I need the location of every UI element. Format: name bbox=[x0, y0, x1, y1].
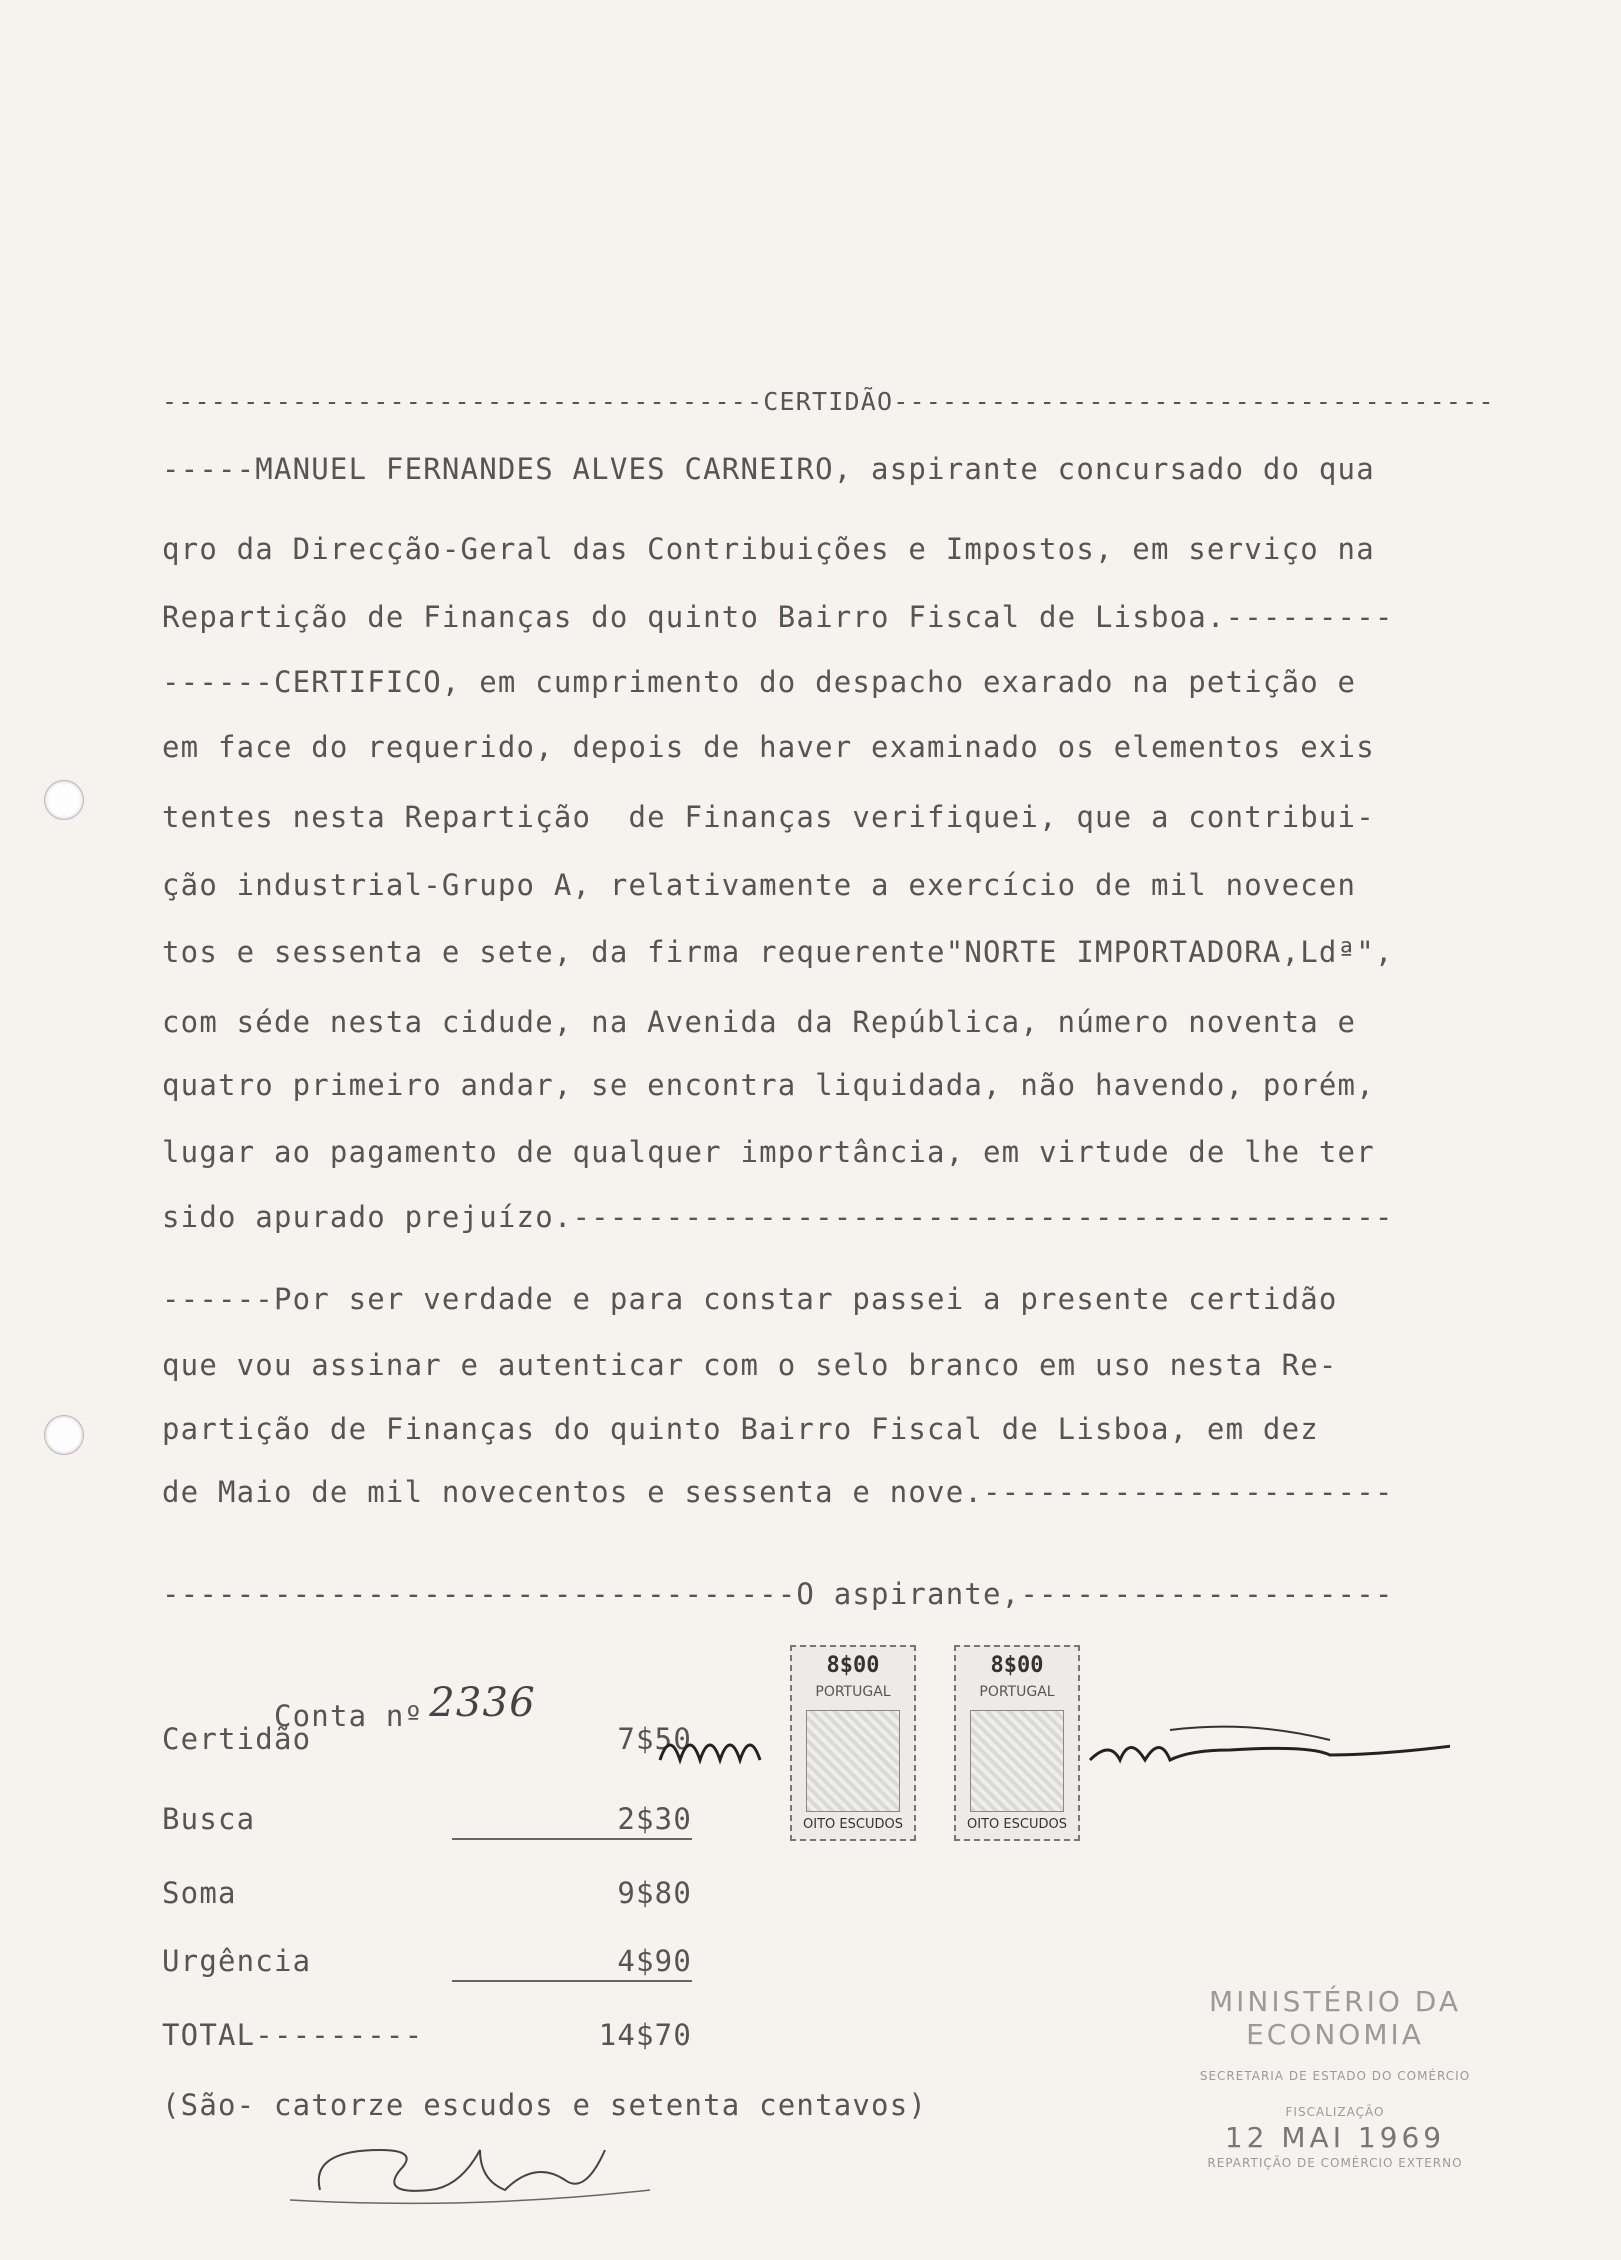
cost-value: 2$30 bbox=[452, 1802, 692, 1840]
cost-label: TOTAL--------- bbox=[162, 2018, 424, 2052]
official-stamp-line: SECRETARIA DE ESTADO DO COMÉRCIO bbox=[1199, 2069, 1471, 2083]
conta-number-handwritten: 2336 bbox=[429, 1680, 536, 1726]
text-line: -------------------------------------CERTIDÃO------------------------------------- bbox=[162, 387, 1495, 416]
stamp-country: PORTUGAL bbox=[815, 1684, 891, 1700]
text-line: tos e sessenta e sete, da firma requerente"NORTE IMPORTADORA,Ldª", bbox=[162, 935, 1394, 969]
text-line: ------CERTIFICO, em cumprimento do despacho exarado na petição e bbox=[162, 665, 1357, 699]
text-line: que vou assinar e autenticar com o selo branco em uso nesta Re- bbox=[162, 1348, 1338, 1382]
cost-value: 4$90 bbox=[452, 1944, 692, 1982]
stamp-value: 8$00 bbox=[990, 1653, 1044, 1678]
stamp-words: OITO ESCUDOS bbox=[967, 1817, 1067, 1832]
text-line: de Maio de mil novecentos e sessenta e nove.---------------------- bbox=[162, 1475, 1394, 1509]
official-stamp-line: REPARTIÇÃO DE COMÉRCIO EXTERNO bbox=[1207, 2156, 1463, 2170]
signature-scribble-icon bbox=[650, 1690, 1450, 1800]
punch-hole bbox=[44, 1415, 84, 1455]
text-line: sido apurado prejuízo.-------------------------------------------- bbox=[162, 1200, 1394, 1234]
cost-label: Urgência bbox=[162, 1944, 312, 1978]
cost-row bbox=[162, 1876, 237, 1910]
stamp-value: 8$00 bbox=[826, 1653, 880, 1678]
text-line: com séde nesta cidude, na Avenida da República, número noventa e bbox=[162, 1005, 1357, 1039]
official-stamp bbox=[1130, 1985, 1540, 2170]
stamp-country: PORTUGAL bbox=[979, 1684, 1055, 1700]
official-stamp-line: FISCALIZAÇÃO bbox=[1285, 2105, 1385, 2119]
cost-row bbox=[162, 1722, 311, 1756]
cost-row bbox=[162, 1802, 255, 1836]
text-line: em face do requerido, depois de haver examinado os elementos exis bbox=[162, 730, 1375, 764]
cost-value: 9$80 bbox=[617, 1876, 692, 1910]
cost-value: 7$50 bbox=[617, 1722, 692, 1756]
text-line: -----MANUEL FERNANDES ALVES CARNEIRO, aspirante concursado do qua bbox=[162, 452, 1375, 486]
cost-value: 14$70 bbox=[598, 2018, 692, 2052]
text-line: lugar ao pagamento de qualquer importância, em virtude de lhe ter bbox=[162, 1135, 1375, 1169]
cost-row bbox=[162, 2018, 423, 2052]
text-line: partição de Finanças do quinto Bairro Fiscal de Lisboa, em dez bbox=[162, 1412, 1319, 1446]
text-line: ------Por ser verdade e para constar passei a presente certidão bbox=[162, 1282, 1338, 1316]
text-line: tentes nesta Repartição de Finanças verifiquei, que a contribui- bbox=[162, 800, 1375, 834]
official-stamp-date: 12 MAI 1969 bbox=[1224, 2121, 1446, 2154]
cost-row bbox=[162, 1944, 311, 1978]
text-line: quatro primeiro andar, se encontra liquidada, não havendo, porém, bbox=[162, 1068, 1375, 1102]
punch-hole bbox=[44, 780, 84, 820]
conta-label-text: Conta nº bbox=[273, 1699, 424, 1733]
official-stamp-ministry: MINISTÉRIO DA ECONOMIA bbox=[1208, 1985, 1462, 2051]
amount-in-words: (São- catorze escudos e setenta centavos) bbox=[162, 2088, 928, 2122]
text-line: ----------------------------------O aspirante,-------------------- bbox=[162, 1577, 1394, 1611]
cost-label: Certidão bbox=[162, 1722, 312, 1756]
stamp-words: OITO ESCUDOS bbox=[803, 1817, 903, 1832]
text-line: qro da Direcção-Geral das Contribuições e Impostos, em serviço na bbox=[162, 532, 1375, 566]
text-line: ção industrial-Grupo A, relativamente a exercício de mil novecen bbox=[162, 868, 1357, 902]
initials-scribble-icon bbox=[290, 2130, 670, 2220]
cost-label: Busca bbox=[162, 1802, 256, 1836]
cost-label: Soma bbox=[162, 1876, 237, 1910]
text-line: Repartição de Finanças do quinto Bairro Fiscal de Lisboa.--------- bbox=[162, 600, 1394, 634]
